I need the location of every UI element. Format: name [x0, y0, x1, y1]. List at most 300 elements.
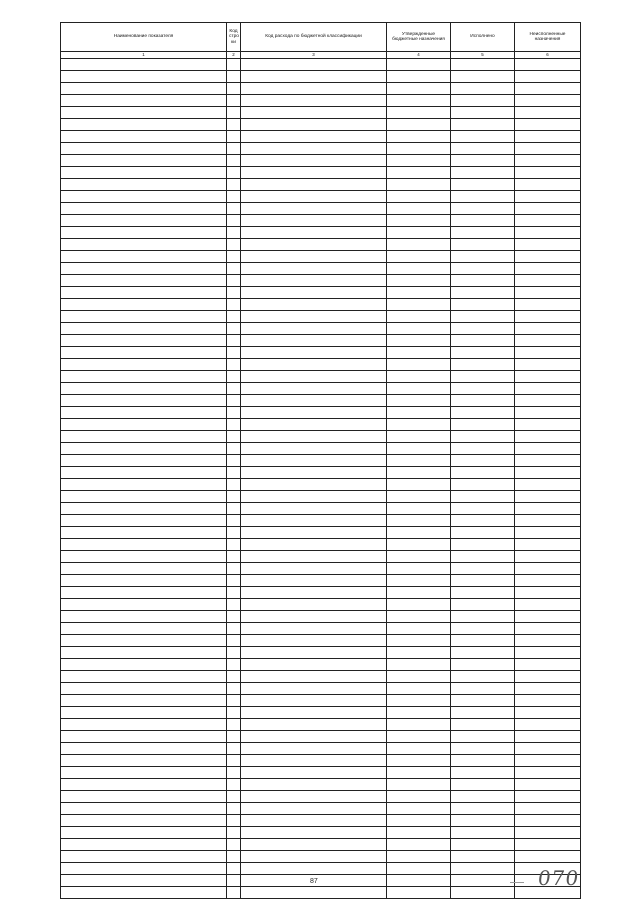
row-executed: [451, 119, 515, 131]
table-row: [61, 863, 581, 875]
row-expense-code: [241, 623, 387, 635]
row-name: [61, 671, 227, 683]
row-name: [61, 587, 227, 599]
row-expense-code: [241, 683, 387, 695]
row-name: [61, 383, 227, 395]
row-approved: [387, 179, 451, 191]
row-remaining: [515, 695, 581, 707]
row-line-code: [227, 311, 241, 323]
row-expense-code: [241, 515, 387, 527]
row-line-code: [227, 335, 241, 347]
row-name: [61, 83, 227, 95]
row-executed: [451, 803, 515, 815]
row-remaining: [515, 155, 581, 167]
row-executed: [451, 779, 515, 791]
row-expense-code: [241, 887, 387, 899]
table-row: [61, 587, 581, 599]
row-executed: [451, 143, 515, 155]
row-line-code: [227, 671, 241, 683]
row-name: [61, 683, 227, 695]
row-approved: [387, 251, 451, 263]
row-approved: [387, 791, 451, 803]
row-name: [61, 407, 227, 419]
table-row: [61, 431, 581, 443]
table-row: [61, 71, 581, 83]
row-approved: [387, 887, 451, 899]
row-remaining: [515, 635, 581, 647]
row-executed: [451, 275, 515, 287]
header-name: Наименование показателя: [61, 23, 227, 52]
row-line-code: [227, 767, 241, 779]
row-approved: [387, 575, 451, 587]
table-row: [61, 683, 581, 695]
row-line-code: [227, 719, 241, 731]
row-remaining: [515, 803, 581, 815]
row-executed: [451, 407, 515, 419]
row-line-code: [227, 443, 241, 455]
column-number: 4: [387, 52, 451, 59]
page-number: 87: [310, 878, 318, 885]
row-approved: [387, 263, 451, 275]
row-expense-code: [241, 287, 387, 299]
row-name: [61, 551, 227, 563]
row-executed: [451, 539, 515, 551]
row-name: [61, 503, 227, 515]
table-row: [61, 143, 581, 155]
row-remaining: [515, 719, 581, 731]
column-number-row: [61, 52, 581, 59]
row-executed: [451, 551, 515, 563]
row-approved: [387, 635, 451, 647]
row-line-code: [227, 143, 241, 155]
row-executed: [451, 851, 515, 863]
row-executed: [451, 431, 515, 443]
row-executed: [451, 251, 515, 263]
row-name: [61, 167, 227, 179]
table-header-row: [61, 23, 581, 52]
row-expense-code: [241, 383, 387, 395]
row-approved: [387, 143, 451, 155]
row-approved: [387, 719, 451, 731]
row-expense-code: [241, 167, 387, 179]
column-number: 1: [61, 52, 227, 59]
row-expense-code: [241, 671, 387, 683]
row-remaining: [515, 827, 581, 839]
scan-mark: [510, 882, 524, 883]
row-line-code: [227, 707, 241, 719]
row-line-code: [227, 611, 241, 623]
row-approved: [387, 239, 451, 251]
row-approved: [387, 503, 451, 515]
row-line-code: [227, 203, 241, 215]
row-expense-code: [241, 695, 387, 707]
row-name: [61, 743, 227, 755]
row-name: [61, 803, 227, 815]
row-executed: [451, 215, 515, 227]
row-expense-code: [241, 791, 387, 803]
row-executed: [451, 875, 515, 887]
row-remaining: [515, 515, 581, 527]
table-row: [61, 887, 581, 899]
row-line-code: [227, 779, 241, 791]
row-executed: [451, 287, 515, 299]
row-approved: [387, 371, 451, 383]
row-remaining: [515, 203, 581, 215]
row-expense-code: [241, 107, 387, 119]
row-executed: [451, 419, 515, 431]
row-line-code: [227, 851, 241, 863]
row-approved: [387, 227, 451, 239]
row-line-code: [227, 743, 241, 755]
row-approved: [387, 83, 451, 95]
row-executed: [451, 791, 515, 803]
row-remaining: [515, 587, 581, 599]
row-line-code: [227, 119, 241, 131]
row-line-code: [227, 791, 241, 803]
row-name: [61, 275, 227, 287]
row-executed: [451, 683, 515, 695]
row-line-code: [227, 347, 241, 359]
row-name: [61, 227, 227, 239]
row-approved: [387, 659, 451, 671]
row-expense-code: [241, 371, 387, 383]
table-row: [61, 263, 581, 275]
table-row: [61, 455, 581, 467]
row-line-code: [227, 263, 241, 275]
row-executed: [451, 575, 515, 587]
table-row: [61, 707, 581, 719]
row-approved: [387, 275, 451, 287]
row-expense-code: [241, 83, 387, 95]
row-name: [61, 611, 227, 623]
row-remaining: [515, 107, 581, 119]
row-expense-code: [241, 203, 387, 215]
row-expense-code: [241, 323, 387, 335]
row-executed: [451, 59, 515, 71]
row-line-code: [227, 647, 241, 659]
row-name: [61, 419, 227, 431]
row-expense-code: [241, 599, 387, 611]
row-expense-code: [241, 155, 387, 167]
table-row: [61, 203, 581, 215]
row-remaining: [515, 407, 581, 419]
row-expense-code: [241, 707, 387, 719]
row-line-code: [227, 383, 241, 395]
row-approved: [387, 611, 451, 623]
table-row: [61, 611, 581, 623]
row-line-code: [227, 287, 241, 299]
row-remaining: [515, 83, 581, 95]
row-expense-code: [241, 251, 387, 263]
document-sheet: [60, 22, 580, 880]
row-expense-code: [241, 359, 387, 371]
row-expense-code: [241, 779, 387, 791]
row-expense-code: [241, 479, 387, 491]
row-remaining: [515, 215, 581, 227]
row-remaining: [515, 179, 581, 191]
row-approved: [387, 71, 451, 83]
row-expense-code: [241, 347, 387, 359]
row-expense-code: [241, 527, 387, 539]
row-approved: [387, 59, 451, 71]
row-expense-code: [241, 215, 387, 227]
row-expense-code: [241, 767, 387, 779]
header-remaining: Неисполненные назначения: [515, 23, 581, 52]
table-body: [61, 59, 581, 899]
row-name: [61, 815, 227, 827]
row-name: [61, 239, 227, 251]
row-executed: [451, 743, 515, 755]
row-name: [61, 875, 227, 887]
row-approved: [387, 827, 451, 839]
row-executed: [451, 395, 515, 407]
row-approved: [387, 587, 451, 599]
row-name: [61, 251, 227, 263]
row-remaining: [515, 431, 581, 443]
table-row: [61, 503, 581, 515]
row-name: [61, 299, 227, 311]
row-remaining: [515, 323, 581, 335]
table-row: [61, 335, 581, 347]
table-row: [61, 95, 581, 107]
row-expense-code: [241, 407, 387, 419]
row-remaining: [515, 683, 581, 695]
row-line-code: [227, 227, 241, 239]
row-line-code: [227, 815, 241, 827]
row-line-code: [227, 587, 241, 599]
row-executed: [451, 83, 515, 95]
table-row: [61, 119, 581, 131]
row-expense-code: [241, 587, 387, 599]
row-executed: [451, 443, 515, 455]
row-name: [61, 539, 227, 551]
row-approved: [387, 215, 451, 227]
row-expense-code: [241, 719, 387, 731]
row-line-code: [227, 527, 241, 539]
row-approved: [387, 419, 451, 431]
row-expense-code: [241, 119, 387, 131]
row-remaining: [515, 479, 581, 491]
table-row: [61, 371, 581, 383]
row-line-code: [227, 71, 241, 83]
row-expense-code: [241, 431, 387, 443]
row-line-code: [227, 503, 241, 515]
row-remaining: [515, 275, 581, 287]
row-executed: [451, 131, 515, 143]
table-row: [61, 359, 581, 371]
row-executed: [451, 671, 515, 683]
table-row: [61, 527, 581, 539]
row-executed: [451, 623, 515, 635]
row-approved: [387, 539, 451, 551]
table-row: [61, 755, 581, 767]
row-name: [61, 635, 227, 647]
row-expense-code: [241, 263, 387, 275]
table-row: [61, 515, 581, 527]
row-approved: [387, 779, 451, 791]
row-approved: [387, 455, 451, 467]
row-approved: [387, 431, 451, 443]
row-executed: [451, 167, 515, 179]
row-approved: [387, 479, 451, 491]
row-remaining: [515, 563, 581, 575]
table-row: [61, 743, 581, 755]
table-row: [61, 191, 581, 203]
table-row: [61, 551, 581, 563]
row-approved: [387, 167, 451, 179]
row-expense-code: [241, 659, 387, 671]
row-line-code: [227, 515, 241, 527]
row-executed: [451, 635, 515, 647]
row-approved: [387, 107, 451, 119]
row-name: [61, 719, 227, 731]
row-executed: [451, 527, 515, 539]
row-name: [61, 215, 227, 227]
row-expense-code: [241, 311, 387, 323]
row-executed: [451, 263, 515, 275]
row-executed: [451, 695, 515, 707]
table-row: [61, 155, 581, 167]
row-name: [61, 767, 227, 779]
table-row: [61, 287, 581, 299]
table-row: [61, 251, 581, 263]
row-line-code: [227, 599, 241, 611]
row-name: [61, 107, 227, 119]
header-expense-code: Код расхода по бюджетной классификации: [241, 23, 387, 52]
row-approved: [387, 527, 451, 539]
row-line-code: [227, 407, 241, 419]
row-remaining: [515, 671, 581, 683]
row-approved: [387, 359, 451, 371]
table-row: [61, 227, 581, 239]
row-line-code: [227, 659, 241, 671]
row-approved: [387, 287, 451, 299]
row-approved: [387, 491, 451, 503]
row-line-code: [227, 239, 241, 251]
header-row-code: Код стро ки: [227, 23, 241, 52]
row-executed: [451, 563, 515, 575]
row-expense-code: [241, 731, 387, 743]
column-number: 3: [241, 52, 387, 59]
row-executed: [451, 755, 515, 767]
row-remaining: [515, 851, 581, 863]
row-executed: [451, 827, 515, 839]
column-number: 6: [515, 52, 581, 59]
row-executed: [451, 383, 515, 395]
row-remaining: [515, 95, 581, 107]
row-executed: [451, 371, 515, 383]
row-executed: [451, 335, 515, 347]
row-line-code: [227, 191, 241, 203]
table-row: [61, 407, 581, 419]
row-executed: [451, 863, 515, 875]
row-approved: [387, 767, 451, 779]
row-remaining: [515, 443, 581, 455]
row-name: [61, 371, 227, 383]
row-name: [61, 563, 227, 575]
row-approved: [387, 695, 451, 707]
row-name: [61, 791, 227, 803]
row-line-code: [227, 803, 241, 815]
row-executed: [451, 239, 515, 251]
header-approved: Утвержденные бюджетные назначения: [387, 23, 451, 52]
row-line-code: [227, 539, 241, 551]
row-remaining: [515, 791, 581, 803]
table-row: [61, 671, 581, 683]
row-executed: [451, 155, 515, 167]
row-remaining: [515, 623, 581, 635]
table-row: [61, 239, 581, 251]
row-executed: [451, 647, 515, 659]
row-line-code: [227, 299, 241, 311]
table-row: [61, 719, 581, 731]
table-row: [61, 635, 581, 647]
table-row: [61, 107, 581, 119]
row-remaining: [515, 131, 581, 143]
row-name: [61, 71, 227, 83]
row-approved: [387, 875, 451, 887]
row-name: [61, 443, 227, 455]
row-executed: [451, 611, 515, 623]
row-line-code: [227, 575, 241, 587]
row-name: [61, 131, 227, 143]
table-row: [61, 827, 581, 839]
row-remaining: [515, 347, 581, 359]
row-remaining: [515, 335, 581, 347]
row-remaining: [515, 611, 581, 623]
row-remaining: [515, 71, 581, 83]
row-name: [61, 455, 227, 467]
row-remaining: [515, 467, 581, 479]
table-row: [61, 875, 581, 887]
table-row: [61, 299, 581, 311]
row-name: [61, 851, 227, 863]
row-approved: [387, 131, 451, 143]
row-name: [61, 323, 227, 335]
row-approved: [387, 815, 451, 827]
row-name: [61, 359, 227, 371]
row-executed: [451, 227, 515, 239]
row-line-code: [227, 83, 241, 95]
row-name: [61, 311, 227, 323]
table-row: [61, 491, 581, 503]
row-remaining: [515, 311, 581, 323]
table-row: [61, 731, 581, 743]
table-row: [61, 851, 581, 863]
row-approved: [387, 119, 451, 131]
row-expense-code: [241, 647, 387, 659]
row-line-code: [227, 755, 241, 767]
row-approved: [387, 803, 451, 815]
row-name: [61, 575, 227, 587]
row-name: [61, 119, 227, 131]
row-remaining: [515, 767, 581, 779]
table-row: [61, 599, 581, 611]
row-executed: [451, 719, 515, 731]
row-remaining: [515, 239, 581, 251]
row-name: [61, 707, 227, 719]
row-name: [61, 887, 227, 899]
row-line-code: [227, 467, 241, 479]
row-expense-code: [241, 455, 387, 467]
row-line-code: [227, 695, 241, 707]
row-line-code: [227, 155, 241, 167]
row-executed: [451, 311, 515, 323]
row-name: [61, 515, 227, 527]
row-name: [61, 839, 227, 851]
table-row: [61, 803, 581, 815]
row-line-code: [227, 731, 241, 743]
